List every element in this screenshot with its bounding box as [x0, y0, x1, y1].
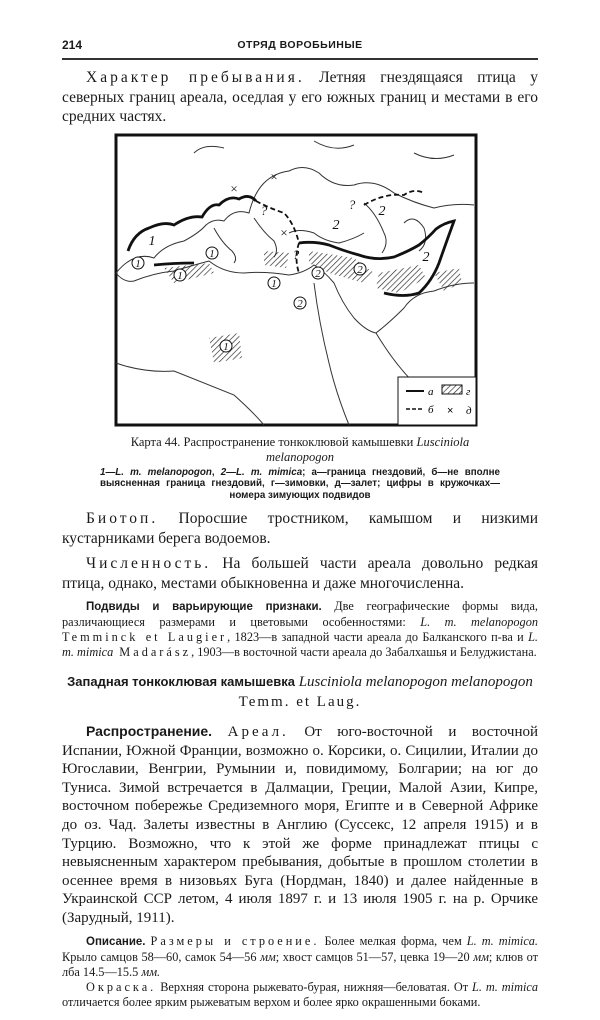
heading-latin: Lusciniola melanopogon melanopogon — [298, 674, 533, 690]
subspecies-1-label: 1 — [148, 233, 156, 249]
stray-mark: × — [280, 224, 288, 240]
coloration-text: отличается более ярким рыжеватым верхом и более ярко окрашенными боками. — [62, 994, 481, 1009]
biotope-lead: Биотоп. — [86, 510, 159, 527]
stray-mark: × — [230, 180, 238, 196]
section-heading — [62, 672, 538, 712]
legend-b: б — [428, 403, 434, 416]
header-rule — [62, 58, 538, 60]
heading-author: Temm. et Laug. — [238, 694, 362, 710]
caption-sep: , — [211, 466, 221, 478]
legend-stray-symbol: × — [447, 404, 454, 417]
svg-text:1: 1 — [271, 277, 277, 290]
caption-title-latin: Lusciniola melanopogon — [265, 434, 470, 464]
caption-legend — [100, 467, 500, 502]
subspecies-author-1: Temminck et Laugier — [62, 630, 228, 644]
unknown-mark: ? — [348, 196, 356, 212]
svg-text:1: 1 — [223, 340, 229, 353]
description-paragraph — [62, 934, 538, 980]
subspecies-latin-2: L. m. mimica — [62, 630, 538, 659]
coloration-text: Верхняя сторона рыжевато-бурая, нижняя—беловатая. От — [156, 979, 473, 994]
caption-title-text: Карта 44. Распространение тонкоклювой камышевки — [130, 434, 417, 449]
description-sub1: Размеры и строение. — [150, 933, 320, 948]
coloration-paragraph — [62, 980, 538, 1010]
subspecies-paragraph — [62, 599, 538, 660]
caption-legend-rest: ; а—граница гнездовий, б—не вполне выясненная граница гнездовий, г—зимовки, д—залет; цифры в кружочках—номера зимующих подвидов — [100, 466, 500, 501]
description-lead: Описание. — [86, 935, 146, 948]
legend-g: г — [466, 385, 471, 398]
abundance-text: На большей части ареала довольно редкая птица, однако, местами обыкновенна и даже многочисленна. — [62, 555, 538, 592]
unknown-mark: ? — [292, 246, 300, 262]
stay-paragraph — [62, 68, 538, 127]
description-text: ; хвост самцов 51—57, цевка 19—20 — [275, 949, 474, 964]
unknown-mark: ? — [260, 202, 268, 218]
svg-text:2: 2 — [357, 263, 363, 276]
stray-mark: × — [270, 168, 278, 184]
coloration-latin: L. m. mimica — [472, 979, 538, 994]
coloration-lead: Окраска. — [86, 979, 157, 994]
svg-text:1: 1 — [135, 257, 141, 270]
description-text: Крыло самцов 58—60, самок 54—56 — [62, 949, 261, 964]
caption-legend-2: 2—L. m. mimica — [220, 466, 303, 478]
map-legend — [398, 377, 476, 425]
description-text: ; клюв от лба 14.5—15.5 — [62, 949, 538, 979]
map-figure — [114, 133, 478, 429]
stay-text: Летняя гнездящаяся птица у северных границ ареала, оседлая у его южных границ и местами в его средних частях. — [62, 69, 539, 125]
subspecies-text: , 1903—в восточной части ареала до Забалхашья и Белуджистана. — [191, 645, 537, 659]
subspecies-2-label: 2 — [332, 217, 340, 233]
unit-mm: мм. — [141, 964, 161, 979]
svg-text:1: 1 — [177, 269, 183, 282]
page-number: 214 — [62, 38, 83, 52]
subspecies-2-label: 2 — [378, 203, 386, 219]
biotope-text: Поросшие тростником, камышом и низкими кустарниками берега водоемов. — [62, 510, 538, 547]
unit-mm: мм — [473, 949, 489, 964]
page-column — [62, 0, 538, 1020]
legend-a: а — [428, 385, 434, 398]
svg-text:1: 1 — [209, 247, 215, 260]
description-latin: L. m. mimica. — [466, 933, 538, 948]
subspecies-lead: Подвиды и варьирующие признаки. — [86, 601, 322, 613]
unit-mm: мм — [260, 949, 276, 964]
subspecies-2-label: 2 — [422, 249, 430, 265]
subspecies-author-2: Madarász — [113, 645, 192, 659]
distribution-lead: Распространение. — [86, 723, 213, 739]
distribution-map — [114, 133, 478, 429]
heading-russian: Западная тонкоклювая камышевка — [67, 674, 295, 689]
svg-text:2: 2 — [315, 267, 321, 280]
distribution-text: От юго-восточной и восточной Испании, Южной Франции, возможно о. Корсики, о. Сицилии, Италии до Югославии, Венгрии, Румынии и, повидимому, Болгарии; на юг до Туниса. Зимой встречается в Далмации, Греции, Малой Азии, Кипре, восточном побережье Средиземного моря, Египте и в Северной Африке до оз. Чад. Залеты известны в Англию (Суссекс, 12 апреля 1915) и в Турцию. Возможно, что к этой же форме принадлежат птицы с невыясненным характером пребывания, добытые в прошлом столетии в осеннее время в низовьях Буга (Нордман, 1840) и далее найденные в Украинской ССР летом, 4 июля 1897 г. и 13 июля 1905 г. на р. Орчике (Зарудный, 1911). — [62, 724, 539, 926]
subspecies-latin-1: L. m. melanopogon — [420, 615, 538, 629]
biotope-paragraph — [62, 509, 538, 548]
caption-title — [100, 435, 500, 465]
map-caption — [100, 435, 500, 502]
abundance-lead: Численность. — [86, 555, 212, 572]
stay-lead: Характер пребывания. — [86, 69, 305, 86]
subspecies-text: , 1823—в западной части ареала до Балканского п-ва и — [227, 630, 529, 644]
distribution-sublead: Ареал. — [227, 724, 289, 740]
abundance-paragraph — [62, 554, 538, 593]
distribution-paragraph — [62, 722, 538, 928]
page-header — [62, 38, 538, 56]
svg-text:2: 2 — [297, 297, 303, 310]
running-head: ОТРЯД ВОРОБЬИНЫЕ — [237, 39, 363, 51]
caption-legend-1: 1—L. m. melanopogon — [100, 466, 212, 478]
legend-d: д — [466, 404, 472, 417]
description-text: Более мелкая форма, чем — [319, 933, 467, 948]
subspecies-text: Две географические формы вида, различающиеся размерами и цветовыми особенностями: — [62, 599, 538, 629]
